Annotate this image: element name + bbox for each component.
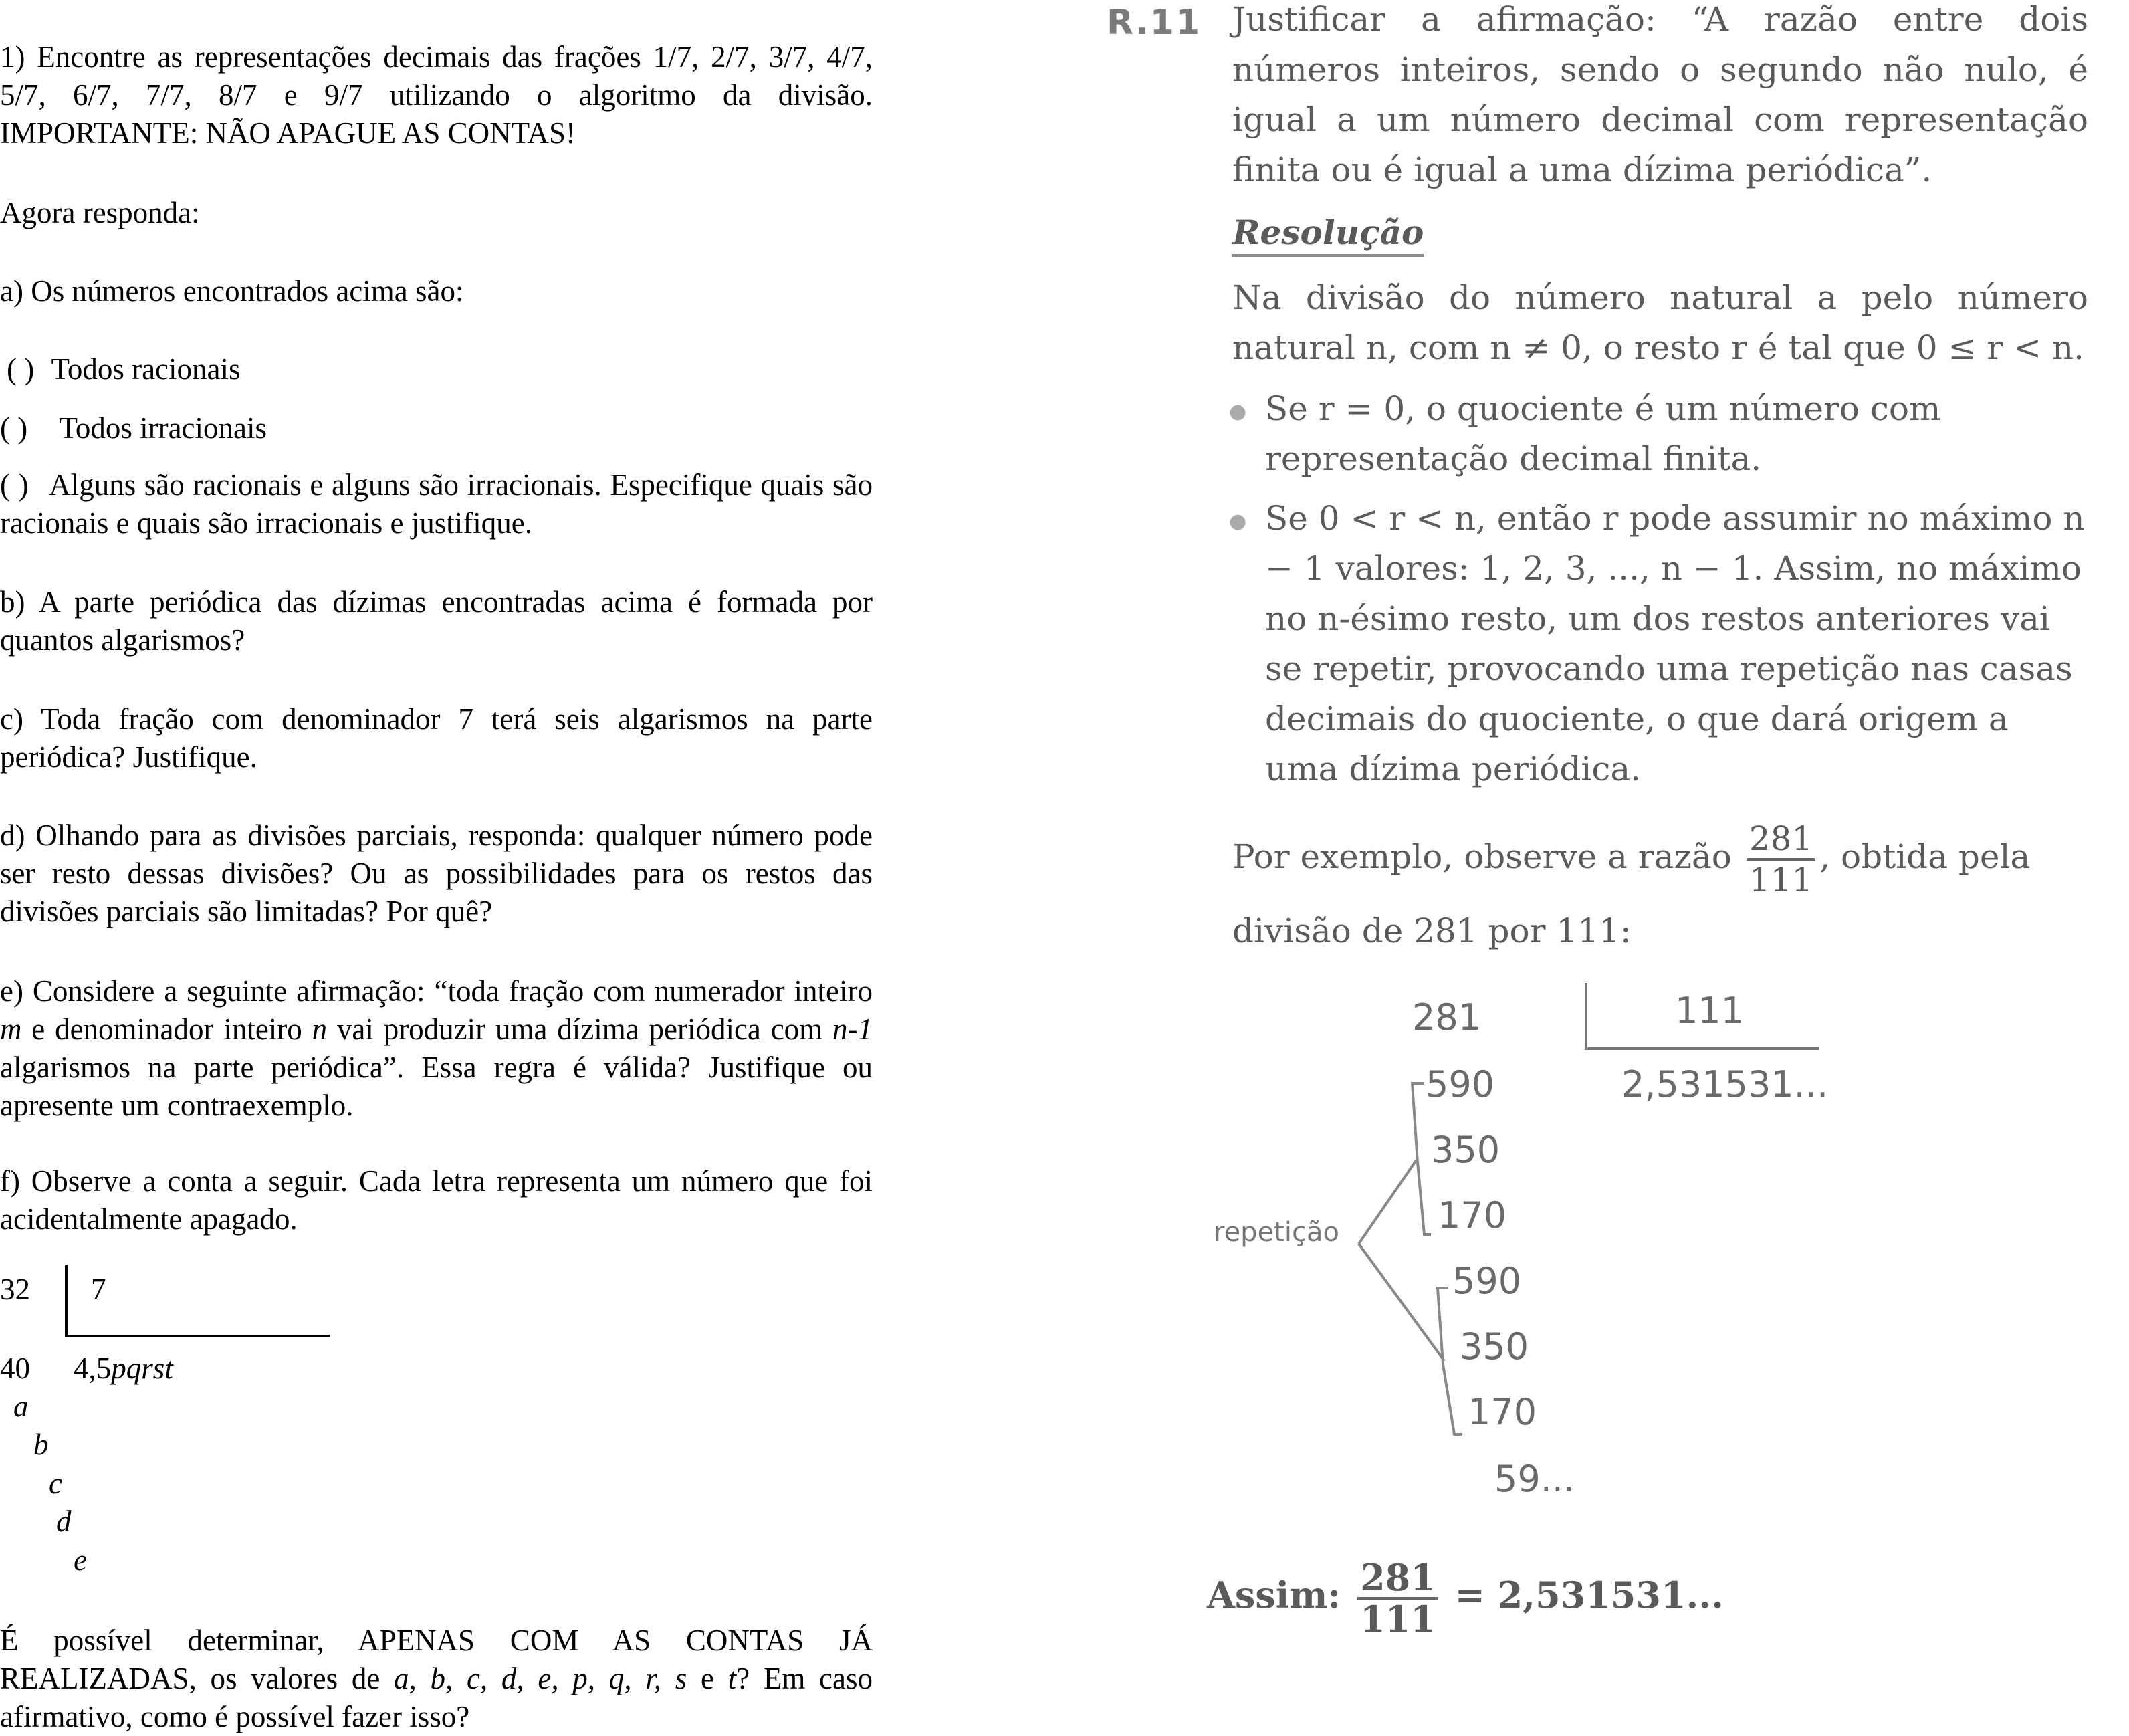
question-f: f) Observe a conta a seguir. Cada letra representa um número que foi acidentalmente apagado. [0,1164,873,1236]
unknown-remainder-c: c [49,1467,62,1500]
ld-remainder: 350 [1460,1325,1529,1368]
resolution-intro: Na divisão do número natural a pelo número natural n, com n ≠ 0, o resto r é tal que 0 ≤ r < n. [1232,278,2088,367]
question-a: a) Os números encontrados acima são: [0,274,464,308]
unknown-variables-list: a, b, c, d, e, p, q, r, s [394,1662,687,1695]
conclusion-value: 2,531531... [1497,1574,1724,1617]
unknown-remainder-d: d [56,1505,72,1538]
ld-dividend: 281 [1412,996,1482,1039]
bullet-icon: ● [1229,510,1247,533]
resolution-heading: Resolução [1232,211,1424,257]
dividend: 32 [0,1273,30,1306]
fraction-281-111: $\frac{281}{111}$ [1357,1558,1438,1638]
checkbox-parentheses[interactable]: ( ) [7,352,35,386]
quotient: 4,5pqrst [74,1351,173,1385]
ld-remainder: 590 [1452,1260,1522,1302]
final-question: É possível determinar, APENAS COM AS CONTAS JÁ REALIZADAS, os valores de a, b, c, d, e, p, q, r, s e t? Em caso afirmativo, como é possível fazer isso? [0,1624,873,1733]
quotient-unknown-digits: pqrst [111,1351,173,1385]
question-1: 1) Encontre as representações decimais das frações 1/7, 2/7, 3/7, 4/7, 5/7, 6/7, 7/7, 8/7 e 9/7 utilizando o algoritmo da divisão. IMPORTANTE: NÃO APAGUE AS CONTAS! [0,40,873,150]
answer-prompt: Agora responda: [0,196,200,229]
fraction-281-111: $\frac{281}{111}$ [1747,819,1815,899]
partial-remainder: 40 [0,1351,30,1385]
ld-divisor: 111 [1675,990,1745,1032]
var-n: n [312,1012,328,1046]
option-label: Alguns são racionais e alguns são irracionais. Especifique quais são racionais e quais são irracionais e justifique. [0,468,873,540]
question-e: e) Considere a seguinte afirmação: “toda fração com numerador inteiro m e denominador inteiro n vai produzir uma dízima periódica com n-1 algarismos na parte periódica”. Essa regra é válida? Justifique ou apresente um contraexemplo. [0,974,873,1122]
var-t: t [727,1662,737,1695]
ld-remainder: 170 [1438,1194,1507,1236]
bullet-icon: ● [1229,400,1247,423]
unknown-remainder-a: a [13,1390,29,1423]
option-label: Todos racionais [51,352,241,386]
repetition-annotation: repetição [1214,1217,1339,1248]
exercise-label: R.11 [1107,3,1202,43]
unknown-remainder-e: e [74,1543,87,1577]
var-n-minus-1: n-1 [832,1012,873,1046]
ld-remainder: 170 [1468,1391,1537,1433]
divisor: 7 [91,1273,106,1306]
checkbox-parentheses[interactable]: ( ) [0,411,28,445]
statement: Justificar a afirmação: “A razão entre dois números inteiros, sendo o segundo não nulo, é igual a um número decimal com representação finita ou é igual a uma dízima periódica”. [1232,0,2088,189]
question-c: c) Toda fração com denominador 7 terá seis algarismos na parte periódica? Justifique. [0,702,873,774]
question-d: d) Olhando para as divisões parciais, responda: qualquer número pode ser resto dessas divisões? Ou as possibilidades para os restos das divisões parciais são limitadas? Por quê? [0,819,873,928]
checkbox-parentheses[interactable]: ( ) [0,468,29,502]
ld-quotient: 2,531531... [1621,1063,1829,1105]
example-text-line2: divisão de 281 por 111: [1232,911,1632,950]
option-label: Todos irracionais [59,411,267,445]
example-text: Por exemplo, observe a razão $\frac{281}{111}$ , obtida pela [1232,819,2031,899]
ld-remainder: 350 [1431,1129,1500,1171]
question-b: b) A parte periódica das dízimas encontradas acima é formada por quantos algarismos? [0,585,873,657]
unknown-remainder-b: b [33,1428,49,1461]
ld-remainder: 590 [1426,1063,1495,1105]
bullet-remainder-nonzero: Se 0 < r < n, então r pode assumir no máximo n − 1 valores: 1, 2, 3, ..., n − 1. Assim, no máximo no n-ésimo resto, um dos restos anteriores vai se repetir, provocando uma repetição nas casas decimais do quociente, o que dará origem a uma dízima periódica. [1265,499,2085,788]
ld-remainder: 59... [1494,1458,1575,1500]
var-m: m [0,1012,22,1046]
conclusion: Assim: $\frac{281}{111}$ = 2,531531... [1207,1556,1724,1640]
bullet-remainder-zero: Se r = 0, o quociente é um número com representação decimal finita. [1265,389,1941,478]
